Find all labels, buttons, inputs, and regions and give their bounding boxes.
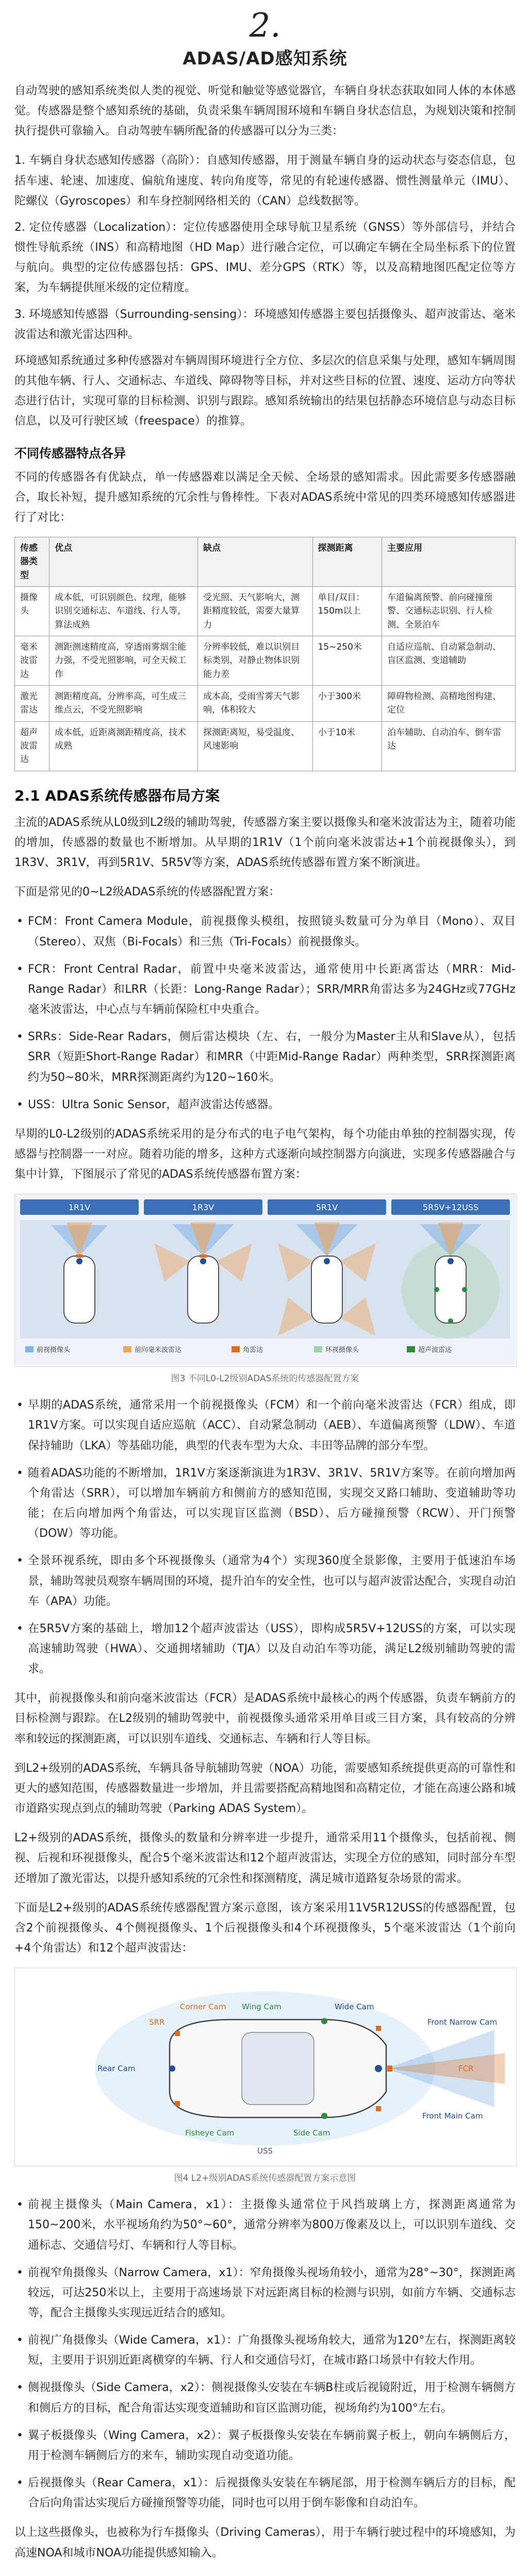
list-item: • 随着ADAS功能的不断增加，1R1V方案逐渐演进为1R3V、3R1V、5R1V方案等。在前向增加两个角雷达（SRR），可以增加车辆前方和侧前方的感知范围，实现交叉路口辅助、变道辅助等功能；在后向增加两个角雷达，可以实现盲区监测（BSD）、后方碰撞预警（RCW）、开门预警（DOW）等功能。 [14, 1463, 516, 1544]
radar-marker [200, 1255, 207, 1258]
body-paragraph: 以上这些摄像头，也被称为行车摄像头（Driving Cameras），用于车辆行驶过程中的环境感知，为高速NOA和城市NOA功能提供感知输入。 [14, 2526, 516, 2560]
figure-3-sensor-configs [14, 1194, 517, 1367]
list-item: • 前视广角摄像头（Wide Camera，x1）：广角摄像头视场角较大，通常为120°左右，探测距离较短，主要用于识别近距离横穿的车辆、行人和交通信号灯，在城市路口场景中有较大作用。 [14, 2330, 516, 2370]
legend-label: 超声波雷达 [418, 1346, 452, 1354]
legend-swatch [123, 1346, 131, 1352]
corner-radar-marker [175, 2101, 180, 2106]
corner-radar-marker [376, 2026, 381, 2031]
figure-3-svg [15, 1194, 515, 1364]
body-paragraph: 下面是L2+级别的ADAS系统传感器配置方案示意图，该方案采用11V5R12USS的传感器配置，包含2个前视摄像头、4个侧视摄像头、1个后视摄像头和4个环视摄像头，5个毫米波雷达（1个前向+4个角雷达）和12个超声波雷达： [14, 1901, 516, 1955]
label-front-narrow: Front Narrow Cam [427, 2018, 498, 2027]
list-item: • 后视摄像头（Rear Camera，x1）：后视摄像头安装在车辆尾部，用于检测车辆后方的目标，配合后向角雷达实现后方碰撞预警等功能，同时也可以用于倒车影像和自动泊车。 [14, 2473, 516, 2513]
corner-radar-marker [376, 2106, 381, 2111]
body-paragraph: L2+级别的ADAS系统，摄像头的数量和分辨率进一步提升，通常采用11个摄像头，包括前视、侧视、后视和环视摄像头，配合5个毫米波雷达和12个超声波雷达，实现全方位的感知，同时部分车型还增加了激光雷达，以提升感知系统的冗余性和探测精度，满足城市道路复杂场景的需求。 [14, 1832, 516, 1885]
label-fcr: FCR [458, 2064, 474, 2074]
table-cell: 车道偏离预警、前向碰撞预警、交通标志识别、行人检测、全景泊车 [382, 587, 516, 636]
list-item [14, 2572, 516, 2576]
table-header-cell: 优点 [49, 537, 198, 586]
table-cell: 受光照、天气影响大，测距精度较低，需要大量算力 [198, 587, 312, 636]
table-cell: 成本低，可识别颜色、纹理，能够识别交通标志、车道线、行人等，算法成熟 [49, 587, 198, 636]
car-body [188, 1256, 219, 1323]
config-evolution-list [14, 1395, 516, 1679]
list-item: • 前视窄角摄像头（Narrow Camera，x1）：窄角摄像头视场角较小，通常为28°~30°，探测距离较远，可达250米以上，主要用于高速场景下对远距离目标的检测与识别，如前方车辆、交通标志等，配合主摄像头实现远近结合的感知。 [14, 2263, 516, 2323]
figure-3-caption: 图3 不同L0-L2级别ADAS系统的传感器配置方案 [171, 1374, 359, 1384]
camera-marker [448, 1258, 454, 1264]
table-cell: 障碍物检测、高精地图构建、定位 [382, 686, 516, 722]
label-side: Side Cam [293, 2128, 330, 2138]
table-header-cell: 传感器类型 [15, 537, 49, 586]
table-cell: 测距精度高，分辨率高，可生成三维点云，不受光照影响 [49, 686, 198, 722]
label-wing: Wing Cam [242, 2002, 281, 2012]
sensor-section-heading: 不同传感器特点各异 [14, 446, 126, 461]
sensor-abbrev-list [14, 911, 516, 1114]
sensor-section-paragraph: 不同的传感器各有优缺点，单一传感器难以满足全天候、全场景的感知需求。因此需要多传感器融合，取长补短，提升感知系统的冗余性与鲁棒性。下表对ADAS系统中常见的四类环境感知传感器进行了对比： [14, 470, 516, 524]
label-uss: USS [257, 2146, 273, 2156]
section-2-1-paragraph: 早期的L0-L2级别的ADAS系统采用的是分布式的电子电气架构，每个功能由单独的控制器实现，传感器与控制器一一对应。随着功能的增多，这种方式逐渐向域控制器方向演进，实现多传感器融合与集中计算，下图展示了常见的ADAS系统传感器布置方案： [14, 1127, 516, 1181]
table-cell: 泊车辅助、自动泊车、倒车雷达 [382, 721, 516, 771]
panel-title: 1R1V [68, 1202, 91, 1213]
rear-camera-marker [169, 2065, 175, 2072]
figure-4-caption: 图4 L2+级别ADAS系统传感器配置方案示意图 [174, 2173, 356, 2184]
body-paragraph: 其中，前视摄像头和前向毫米波雷达（FCR）是ADAS系统中最核心的两个传感器，负责车辆前方的目标检测与跟踪。在L2级别的辅助驾驶中，前视摄像头通常采用单目或三目方案，具有较高的分辨率和较远的探测距离，可以识别车道线、交通标志、车辆和行人等目标。 [14, 1692, 516, 1745]
list-item: • 早期的ADAS系统，通常采用一个前视摄像头（FCM）和一个前向毫米波雷达（FCR）组成，即1R1V方案。可以实现自适应巡航（ACC）、自动紧急制动（AEB）、车道偏离预警（LDW）、车道保持辅助（LKA）等基础功能，典型的代表车型为大众、丰田等品牌的部分车型。 [14, 1395, 516, 1455]
legend-swatch [231, 1346, 240, 1352]
table-header-cell: 主要应用 [382, 537, 516, 586]
legend-swatch [25, 1346, 34, 1352]
table-cell: 测距测速精度高，穿透雨雾烟尘能力强，不受光照影响，可全天候工作 [49, 636, 198, 686]
table-header-row [15, 537, 516, 586]
camera-marker [200, 1258, 206, 1264]
environment-paragraph: 环境感知系统通过多种传感器对车辆周围环境进行全方位、多层次的信息采集与处理，感知车辆周围的其他车辆、行人、交通标志、车道线、障碍物等目标，并对这些目标的位置、速度、运动方向等状态进行估计，实现可靠的目标检测、识别与跟踪。感知系统输出的结果包括静态环境信息与动态目标信息，以及可行驶区域（freespace）的推算。 [14, 354, 516, 428]
car-body [64, 1256, 95, 1323]
driving-camera-list [14, 2195, 516, 2513]
table-cell: 分辨率较低，难以识别目标类别，对静止物体识别能力差 [198, 636, 312, 686]
label-fisheye: Fisheye Cam [185, 2128, 235, 2138]
legend-label: 环视摄像头 [325, 1346, 359, 1354]
list-item: • FCM：Front Camera Module，前视摄像头模组，按照镜头数量可分为单目（Mono）、双目（Stereo）、双焦（Bi-Focals）和三焦（Tri-Focals）前视摄像头。 [14, 911, 516, 952]
side-camera-marker [321, 2018, 327, 2024]
panel-title: 5R1V [316, 1202, 338, 1213]
legend-label: 角雷达 [243, 1346, 263, 1354]
list-item: • 在5R5V方案的基础上，增加12个超声波雷达（USS），即构成5R5V+12USS的方案，可以实现高速辅助驾驶（HWA）、交通拥堵辅助（TJA）以及自动泊车等功能，满足L2级别辅助驾驶的需求。 [14, 1619, 516, 1679]
table-cell: 15~250米 [312, 636, 382, 686]
parking-camera-list [14, 2572, 516, 2576]
body-paragraph: 到L2+级别的ADAS系统，车辆具备导航辅助驾驶（NOA）功能，需要感知系统提供更高的可靠性和更大的感知范围，传感器数量进一步增加，并且需要搭配高精地图和高精定位，才能在高速公路和城市道路实现点到点的辅助驾驶（Parking ADAS System）。 [14, 1761, 516, 1816]
table-header-cell: 缺点 [198, 537, 312, 586]
table-cell: 成本高，受雨雪雾天气影响，体积较大 [198, 686, 312, 722]
list-item: • 全景环视系统，即由多个环视摄像头（通常为4个）实现360度全景影像，主要用于低速泊车场景，辅助驾驶员观察车辆周围的环境，提升泊车的安全性，也可以与超声波雷达配合，实现自动泊车（APA）功能。 [14, 1551, 516, 1611]
legend-label: 前向毫米波雷达 [135, 1346, 182, 1354]
figure-4-svg [15, 1968, 515, 2164]
table-cell: 小于300米 [312, 686, 382, 722]
table-header-cell: 探测距离 [312, 537, 382, 586]
surround-camera-marker [462, 1287, 467, 1292]
figure-4-l2plus-layout [14, 1968, 517, 2166]
section-2-1-heading: 2.1 ADAS系统传感器布局方案 [14, 787, 220, 804]
table-cell: 激光雷达 [15, 686, 49, 722]
radar-marker [76, 1255, 83, 1258]
surround-camera-marker [434, 1287, 439, 1292]
list-item: • SRRs：Side-Rear Radars，侧后雷达模块（左、右，一般分为Master主从和Slave从），包括SRR（短距Short-Range Radar）和MRR（中距Mid-Range Radar）两种类型，SRR探测距离约为50~80米，MRR探测距离约为120~160米。 [14, 1027, 516, 1087]
table-cell: 成本低，近距离测距精度高，技术成熟 [49, 721, 198, 771]
legend-swatch [314, 1346, 322, 1352]
label-front-main: Front Main Cam [422, 2111, 483, 2121]
intro-item-ego-sensing: 1. 车辆自身状态感知传感器（高阶）：自感知传感器，用于测量车辆自身的运动状态与姿态信息，包括车速、轮速、加速度、偏航角速度、转向角度等，常见的有轮速传感器、惯性测量单元（IMU）、陀螺仪（Gyroscopes）和车身控制网络相关的（CAN）总线数据等。 [14, 154, 516, 208]
car-body [435, 1256, 466, 1323]
label-rear: Rear Cam [97, 2064, 136, 2074]
car-body [311, 1256, 342, 1323]
intro-paragraph: 自动驾驶的感知系统类似人类的视觉、听觉和触觉等感觉器官，车辆自身状态获取如同人体的本体感觉。传感器是整个感知系统的基础，负责采集车辆周围环境和车辆自身状态信息，为规划决策和控制执行提供可靠输入。自动驾驶车辆所配备的传感器可以分为三类： [14, 84, 516, 138]
intro-item-surrounding: 3. 环境感知传感器（Surrounding-sensing）：环境感知传感器主要包括摄像头、超声波雷达、毫米波雷达和激光雷达四种。 [14, 308, 516, 341]
front-main-camera-marker [375, 2065, 382, 2072]
label-corner: Corner Cam [180, 2002, 226, 2012]
table-row [15, 636, 516, 686]
surround-camera-marker [448, 1318, 453, 1324]
sensor-comparison-table [14, 537, 516, 771]
table-cell: 毫米波雷达 [15, 636, 49, 686]
table-row [15, 686, 516, 722]
list-item: • FCR：Front Central Radar，前置中央毫米波雷达，通常使用中长距离雷达（MRR：Mid-Range Radar）和LRR（长距：Long-Range Radar）；SRR/MRR角雷达多为24GHz或77GHz毫米波雷达，中心点与车辆前保险杠中央重合。 [14, 959, 516, 1020]
intro-item-localization: 2. 定位传感器（Localization）：定位传感器使用全球导航卫星系统（GNSS）等外部信号，并结合惯性导航系统（INS）和高精地图（HD Map）进行融合定位，可以确定车辆在全局坐标系下的位置与航向。典型的定位传感器包括：GPS、IMU、差分GPS（RTK）等，以及高精地图匹配定位等方案，为车辆提供厘米级的定位精度。 [14, 221, 516, 295]
table-cell: 探测距离短，易受温度、风速影响 [198, 721, 312, 771]
legend-swatch [407, 1346, 415, 1352]
document-title: ADAS/AD感知系统 [183, 48, 347, 69]
list-item: • 侧视摄像头（Side Camera，x2）：侧视摄像头安装在车辆B柱或后视镜附近，用于检测车辆侧方和侧后方的目标，配合角雷达实现变道辅助和盲区监测功能，视场角约为100°左右。 [14, 2378, 516, 2418]
camera-marker [76, 1258, 82, 1264]
table-cell: 自适应巡航、自动紧急制动、盲区监测、变道辅助 [382, 636, 516, 686]
table-row [15, 721, 516, 771]
panel-title: 5R5V+12USS [422, 1202, 479, 1213]
section-2-1-paragraph: 下面是常见的0~L2级ADAS系统的传感器配置方案： [14, 886, 280, 899]
camera-marker [324, 1258, 330, 1264]
table-cell: 超声波雷达 [15, 721, 49, 771]
corner-radar-marker [175, 2031, 180, 2036]
list-item: • 前视主摄像头（Main Camera，x1）：主摄像头通常位于风挡玻璃上方，探测距离通常为150~200米，水平视场角约为50°~60°，通常分辨率为800万像素及以上，可以识别车道线、交通标志、交通信号灯、车辆和行人等目标。 [14, 2195, 516, 2255]
table-cell: 摄像头 [15, 587, 49, 636]
legend-label: 前视摄像头 [37, 1346, 71, 1354]
panel-title: 1R3V [192, 1202, 214, 1213]
car-cabin [242, 2032, 314, 2105]
fcr-marker [387, 2065, 392, 2072]
table-cell: 单目/双目：150m以上 [312, 587, 382, 636]
label-wide: Wide Cam [335, 2002, 374, 2012]
table-row [15, 587, 516, 636]
list-item: • USS：Ultra Sonic Sensor，超声波雷达传感器。 [14, 1095, 516, 1115]
label-srr: SRR [149, 2018, 165, 2027]
list-item: • 翼子板摄像头（Wing Camera，x2）：翼子板摄像头安装在车辆前翼子板上，朝向车辆侧后方，用于检测车辆侧后方的来车，辅助实现自动变道功能。 [14, 2426, 516, 2466]
table-cell: 小于10米 [312, 721, 382, 771]
section-number: 2. [249, 7, 281, 45]
side-camera-marker [321, 2113, 327, 2119]
section-2-1-paragraph: 主流的ADAS系统从L0级到L2级的辅助驾驶，传感器方案主要以摄像头和毫米波雷达为主，随着功能的增加，传感器的数量也不断增加。从早期的1R1V（1个前向毫米波雷达+1个前视摄像头），到1R3V、3R1V，再到5R1V、5R5V等方案，ADAS系统传感器布置方案不断演进。 [14, 816, 516, 870]
